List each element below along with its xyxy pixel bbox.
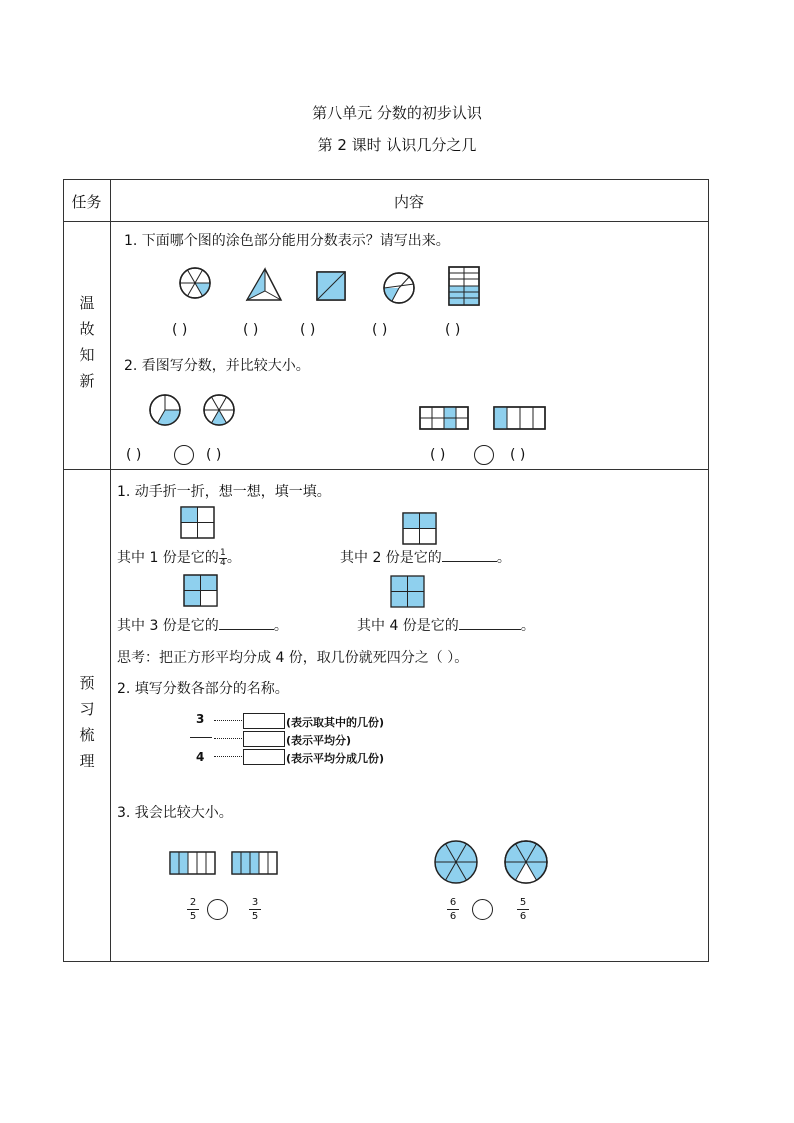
bar-label: (表示平均分) — [286, 734, 352, 747]
col-header-content: 内容 — [393, 193, 424, 211]
circle-six-sixths — [435, 841, 477, 883]
fill-quarter-two: 其中 2 份是它的 。 — [340, 550, 511, 566]
circle-sixths-figure — [180, 268, 210, 298]
lesson-title: 第 2 课时 认识几分之几 — [317, 136, 477, 154]
fold-square-2 — [402, 512, 438, 546]
answer-paren-5[interactable]: ( ) — [445, 322, 461, 338]
fraction-parts-diagram — [188, 710, 418, 770]
compare-sixths-circle[interactable] — [472, 899, 493, 920]
unit-title: 第八单元 分数的初步认识 — [312, 104, 482, 122]
compare-right-paren-b[interactable]: ( ) — [510, 447, 526, 463]
fill-quarter-four: 其中 4 份是它的 。 — [357, 618, 535, 634]
review-question-1: 1. 下面哪个图的涂色部分能用分数表示？请写出来。 — [124, 233, 450, 249]
task-label-preview: 预 习 梳 理 — [79, 674, 95, 770]
compare-fifths-circle[interactable] — [207, 899, 228, 920]
circle-unequal-figure — [384, 273, 414, 303]
denominator-digit: 4 — [196, 750, 205, 764]
compare-left-circle[interactable] — [174, 445, 194, 465]
compare-bars-right — [418, 405, 548, 433]
review-question-2: 2. 看图写分数，并比较大小。 — [124, 358, 310, 374]
fraction-two-fifths: 2 5 — [187, 897, 199, 922]
preview-question-2: 2. 填写分数各部分的名称。 — [117, 681, 289, 697]
fold-square-3 — [183, 574, 219, 608]
compare-right-paren-a[interactable]: ( ) — [430, 447, 446, 463]
answer-paren-3[interactable]: ( ) — [300, 322, 316, 338]
square-figure — [317, 272, 345, 300]
preview-question-3: 3. 我会比较大小。 — [117, 805, 233, 821]
think-prompt: 思考：把正方形平均分成 4 份，取几份就死四分之（ ）。 — [117, 650, 469, 666]
compare-left-paren-a[interactable]: ( ) — [126, 447, 142, 463]
striped-rectangle-figure — [449, 267, 479, 305]
answer-paren-4[interactable]: ( ) — [372, 322, 388, 338]
fraction-bar — [190, 737, 212, 738]
bar-box[interactable] — [243, 731, 285, 747]
fraction-five-sixths: 5 6 — [517, 897, 529, 922]
blank-four-quarters[interactable] — [459, 617, 521, 630]
fraction-three-fifths: 3 5 — [249, 897, 261, 922]
triangle-figure — [247, 269, 281, 300]
numerator-label: (表示取其中的几份) — [286, 716, 385, 729]
fill-quarter-one: 其中 1 份是它的 $\frac{1}{4}$ 。 — [117, 547, 241, 568]
denominator-box[interactable] — [243, 749, 285, 765]
review-shapes — [170, 264, 500, 314]
blank-three-quarters[interactable] — [219, 617, 274, 630]
circle-sixths-figure-2 — [204, 395, 234, 425]
blank-two-quarters[interactable] — [442, 549, 497, 562]
numerator-box[interactable] — [243, 713, 285, 729]
denominator-label: (表示平均分成几份) — [286, 752, 385, 765]
preview-question-1: 1. 动手折一折，想一想，填一填。 — [117, 484, 331, 500]
compare-circles-sixths — [432, 838, 552, 886]
compare-right-circle[interactable] — [474, 445, 494, 465]
compare-left-paren-b[interactable]: ( ) — [206, 447, 222, 463]
compare-circles-left — [145, 392, 245, 434]
bar-three-fifths — [232, 852, 277, 874]
fill-quarter-three: 其中 3 份是它的 。 — [117, 618, 288, 634]
task-label-review: 温 故 知 新 — [79, 294, 95, 390]
fold-square-4 — [390, 575, 426, 609]
col-header-task: 任务 — [71, 193, 102, 211]
numerator-digit: 3 — [196, 712, 205, 726]
answer-paren-2[interactable]: ( ) — [243, 322, 259, 338]
fold-square-1 — [180, 506, 216, 540]
compare-bars-fifths — [168, 850, 280, 876]
circle-thirds-figure — [150, 395, 180, 425]
fraction-six-sixths: 6 6 — [447, 897, 459, 922]
bar-fifths-figure — [420, 407, 468, 429]
bar-quarters-figure — [494, 407, 545, 429]
circle-five-sixths — [505, 841, 547, 883]
answer-paren-1[interactable]: ( ) — [172, 322, 188, 338]
bar-two-fifths — [170, 852, 215, 874]
